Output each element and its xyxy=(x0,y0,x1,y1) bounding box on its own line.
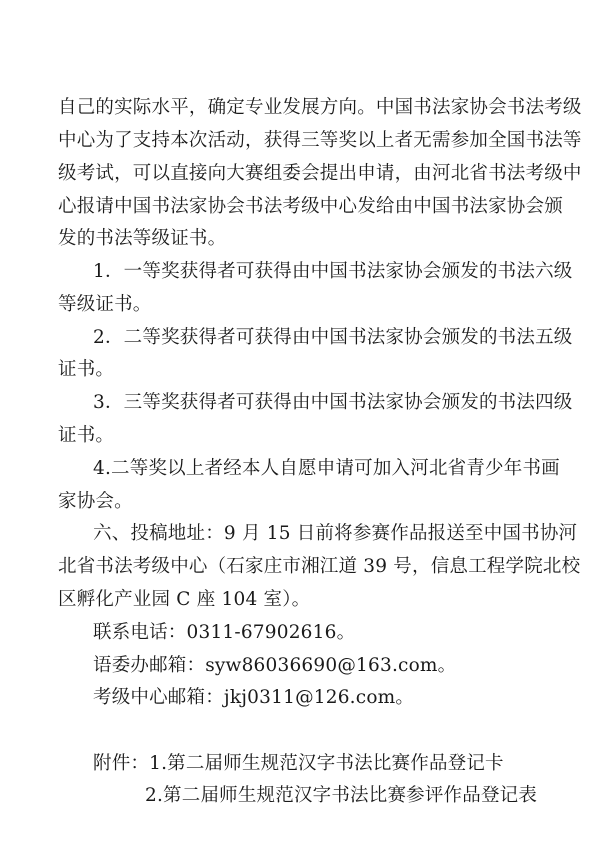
exam-center-email: 考级中心邮箱：jkj0311@126.com。 xyxy=(93,687,415,708)
list-item-1-cont: 等级证书。 xyxy=(58,294,152,315)
attachment-1: 附件：1.第二届师生规范汉字书法比赛作品登记卡 xyxy=(93,753,504,774)
committee-email: 语委办邮箱：syw86036690@163.com。 xyxy=(93,655,457,676)
paragraph-line: 中心为了支持本次活动，获得三等奖以上者无需参加全国书法等 xyxy=(58,130,582,151)
section-six-heading: 六、投稿地址：9 月 15 日前将参赛作品报送至中国书协河 xyxy=(93,523,578,544)
paragraph-line: 区孵化产业园 C 座 104 室）。 xyxy=(58,589,311,610)
list-item-4: 4.二等奖以上者经本人自愿申请可加入河北省青少年书画 xyxy=(93,458,560,479)
paragraph-line: 心报请中国书法家协会书法考级中心发给由中国书法家协会颁 xyxy=(58,196,563,217)
list-item-3-cont: 证书。 xyxy=(58,425,115,446)
list-item-2-cont: 证书。 xyxy=(58,359,115,380)
paragraph-line: 北省书法考级中心（石家庄市湘江道 39 号，信息工程学院北校 xyxy=(58,556,581,577)
attachment-2: 2.第二届师生规范汉字书法比赛参评作品登记表 xyxy=(145,785,538,806)
list-item-2: 2．二等奖获得者可获得由中国书法家协会颁发的书法五级 xyxy=(93,327,573,348)
list-item-4-cont: 家协会。 xyxy=(58,491,133,512)
contact-phone: 联系电话：0311-67902616。 xyxy=(93,622,356,643)
paragraph-line: 级考试，可以直接向大赛组委会提出申请，由河北省书法考级中 xyxy=(58,163,582,184)
list-item-3: 3．三等奖获得者可获得由中国书法家协会颁发的书法四级 xyxy=(93,392,573,413)
paragraph-line: 发的书法等级证书。 xyxy=(58,228,227,249)
list-item-1: 1．一等奖获得者可获得由中国书法家协会颁发的书法六级 xyxy=(93,261,573,282)
paragraph-line: 自己的实际水平，确定专业发展方向。中国书法家协会书法考级 xyxy=(58,97,582,118)
